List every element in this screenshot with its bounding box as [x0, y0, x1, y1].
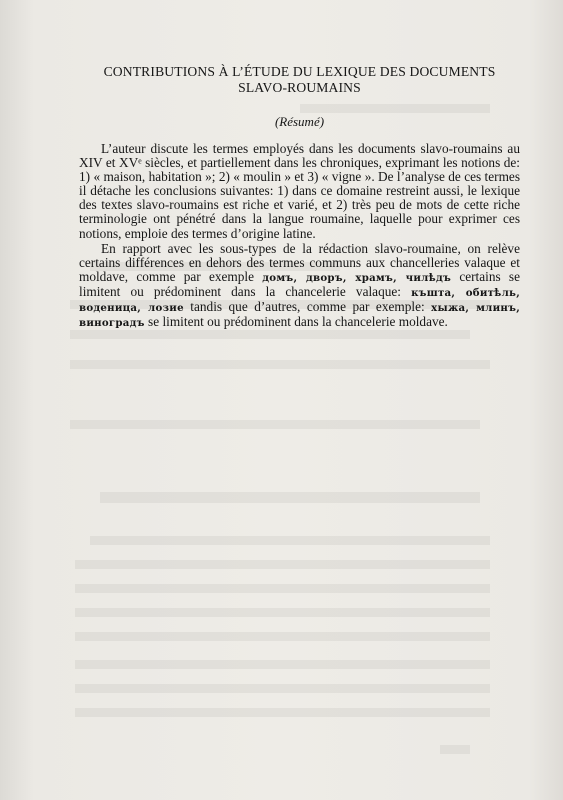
bleed-through-mark: [440, 745, 470, 754]
paragraph-2-text: se limitent ou prédominent dans la chancelerie moldave.: [144, 314, 448, 330]
paragraph-2: [79, 242, 520, 331]
bleed-through-mark: [75, 560, 490, 569]
bleed-through-mark: [70, 420, 480, 429]
bleed-through-mark: [75, 608, 490, 617]
paragraph-2-text: certains se limitent ou prédominent dans la chancelerie valaque:: [79, 268, 520, 299]
bleed-through-mark: [100, 492, 480, 503]
article-subtitle: (Résumé): [274, 114, 325, 129]
bleed-through-mark: [75, 708, 490, 717]
slavonic-terms-common: домъ, дворъ, храмъ, чилѣдъ: [262, 271, 452, 284]
bleed-through-mark: [75, 584, 490, 593]
bleed-through-mark: [70, 330, 470, 339]
bleed-through-mark: [70, 360, 490, 369]
paragraph-2-text: En rapport avec les sous-types de la rédaction slavo-roumaine, on relève certains différences en dehors des termes communs aux chancelleries valaque et moldave, comme par exemple: [79, 240, 520, 284]
bleed-through-mark: [75, 632, 490, 641]
article-title: CONTRIBUTIONS À L’ÉTUDE DU LEXIQUE DES DOCUMENTS SLAVO-ROUMAINS: [103, 64, 496, 95]
paragraph-2-text: tandis que d’autres, comme par exemple:: [183, 299, 432, 315]
bleed-through-mark: [75, 660, 490, 669]
bleed-through-mark: [75, 684, 490, 693]
resume-article: [79, 64, 520, 330]
bleed-through-mark: [90, 536, 490, 545]
paragraph-1: L’auteur discute les termes employés dans les documents slavo-roumains au XIV et XVᵉ siècles, et partiellement dans les chroniques, exprimant les notions de: 1) « maison, habitation »; 2) « moulin » et 3) « vigne ». De l’analyse de ces termes il détache les conclusions suivantes: 1) dans ce domaine restreint aussi, le lexique des textes slavo-roumains est riche et varié, et 2) très peu de mots de cette riche terminologie ont pénétré dans la langue roumaine, laquelle pour exprimer ces notions, emploie des termes d’origine latine.: [79, 141, 520, 241]
slavonic-terms-valaque: къшта, обитѣль, воденица, лозие: [79, 286, 520, 315]
slavonic-terms-moldave: хыжа, млинъ, виноградъ: [79, 302, 520, 330]
